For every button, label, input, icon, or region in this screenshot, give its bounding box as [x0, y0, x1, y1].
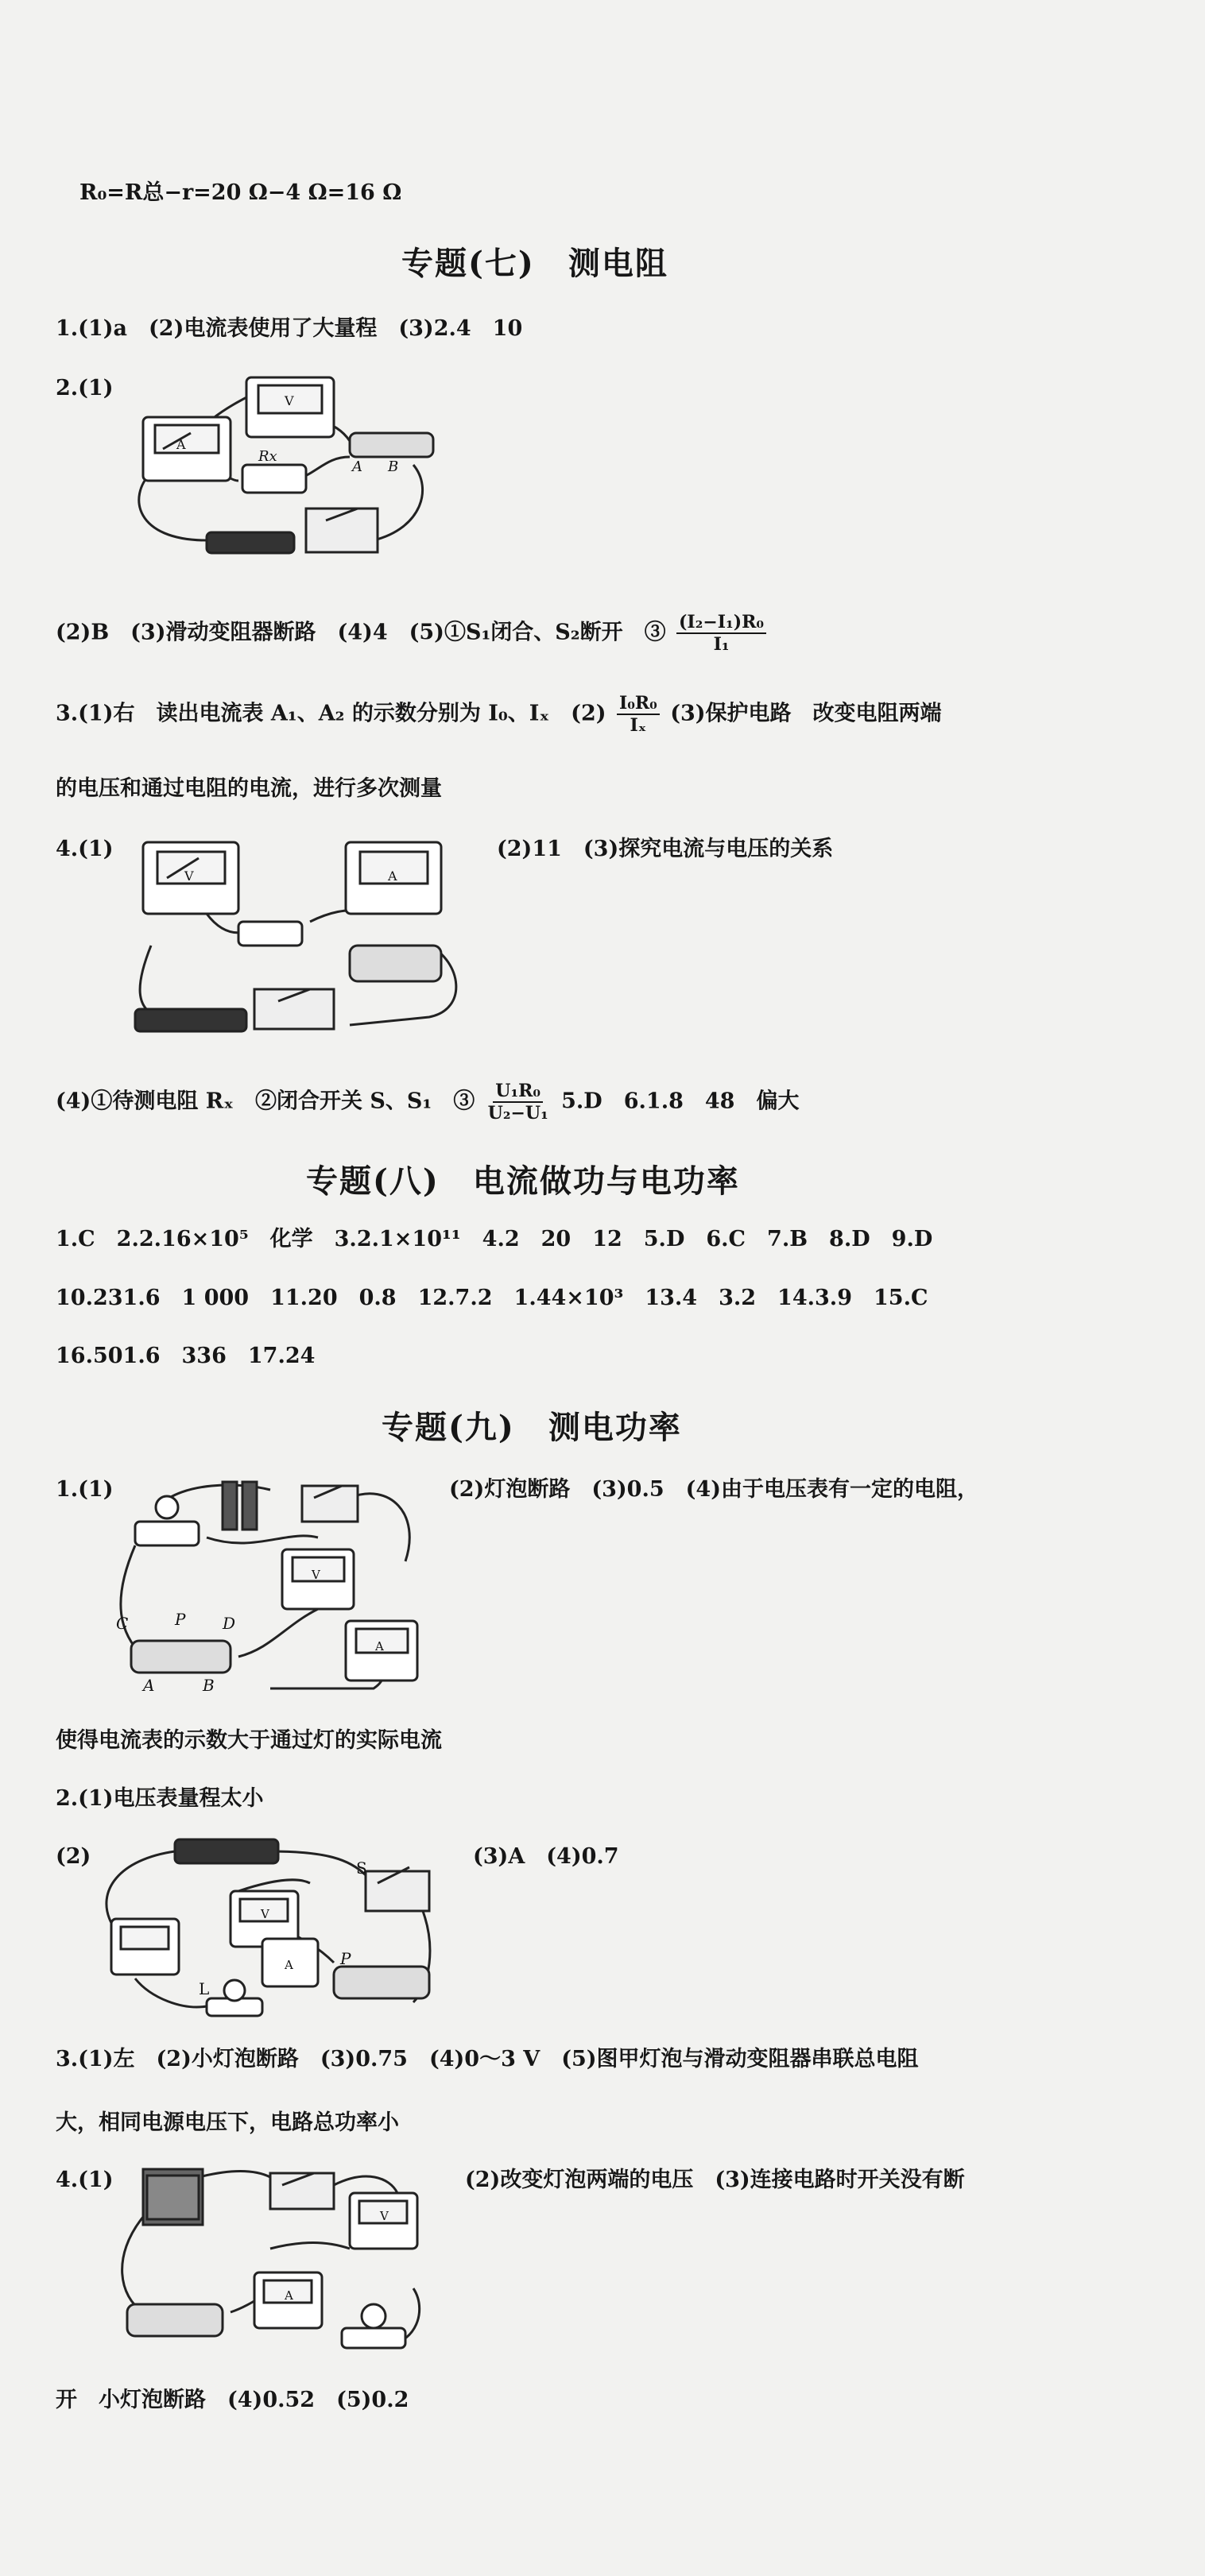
- s7-q2-text: (2)B (3)滑动变阻器断路 (4)4 (5)①S₁闭合、S₂断开 ③: [56, 620, 666, 645]
- s7-q4-circuit-figure: [111, 826, 485, 1045]
- s9-q1-point-a: A: [143, 1676, 155, 1695]
- s7-q4-text-a: (4)①待测电阻 Rₓ ②闭合开关 S、S₁ ③: [56, 1089, 475, 1114]
- s8-line2: 10.231.6 1 000 11.20 0.8 12.7.2 1.44×10³ 13.4 3.2 14.3.9 15.C: [56, 1286, 928, 1310]
- s7-q4-answers: [56, 1081, 799, 1124]
- s7-q2-circuit-figure: [111, 369, 445, 568]
- s7-q4-right: (2)11 (3)探究电流与电压的关系: [497, 837, 834, 861]
- s7-q3-frac-den: Iₓ: [630, 715, 647, 736]
- s7-q2-voltmeter-label: V: [285, 393, 294, 408]
- s7-q3-text-b: (3)保护电路 改变电阻两端: [670, 701, 942, 726]
- s9-q1-continued: 使得电流表的示数大于通过灯的实际电流: [56, 1728, 442, 1753]
- s7-q2-frac-den: I₁: [713, 634, 730, 655]
- section-9-title: 专题(九) 测电功率: [382, 1409, 682, 1446]
- s9-q1-point-c: C: [116, 1614, 129, 1633]
- s9-q4-continued: 开 小灯泡断路 (4)0.52 (5)0.2: [56, 2388, 409, 2412]
- s8-line1: 1.C 2.2.16×10⁵ 化学 3.2.1×10¹¹ 4.2 20 12 5.D 6.C 7.B 8.D 9.D: [56, 1227, 933, 1251]
- s7-q4-voltmeter-label: V: [184, 868, 194, 884]
- s7-q4-ammeter-label: A: [388, 868, 397, 884]
- s9-q2-circuit-figure: [87, 1828, 437, 2018]
- section-7-title: 专题(七) 测电阻: [401, 245, 668, 282]
- s9-q1-circuit-figure: [111, 1466, 445, 1696]
- s9-q1-voltmeter-label: V: [312, 1568, 320, 1582]
- s7-q1: 1.(1)a (2)电流表使用了大量程 (3)2.4 10: [56, 316, 523, 341]
- s7-q2-label: 2.(1): [56, 376, 114, 400]
- s9-q3-line2: 大，相同电源电压下，电路总功率小: [56, 2110, 399, 2135]
- s7-q2-point-a: A: [352, 458, 362, 475]
- s7-q3-fraction: [617, 693, 660, 736]
- s9-q2-line1: 2.(1)电压表量程太小: [56, 1786, 264, 1811]
- s9-q4-ammeter-label: A: [285, 2288, 293, 2303]
- s7-q4-fraction: [486, 1081, 551, 1124]
- s9-q2-right: (3)A (4)0.7: [473, 1844, 619, 1869]
- s7-q4-text-b: 5.D 6.1.8 48 偏大: [561, 1089, 800, 1114]
- s9-q2-voltmeter-label: V: [261, 1907, 269, 1921]
- top-formula: R₀=R总−r=20 Ω−4 Ω=16 Ω: [79, 180, 402, 205]
- s7-q2-answers: [56, 612, 769, 655]
- s7-q2-fraction: [676, 612, 766, 655]
- s9-q4-right: (2)改变灯泡两端的电压 (3)连接电路时开关没有断: [465, 2168, 965, 2192]
- s9-q3-line1: 3.(1)左 (2)小灯泡断路 (3)0.75 (4)0～3 V (5)图甲灯泡与滑动变阻器串联总电阻: [56, 2047, 919, 2071]
- s7-q2-rx-label: Rx: [258, 448, 277, 465]
- s7-q4-frac-num: U₁R₀: [493, 1081, 543, 1103]
- s9-q1-point-p: P: [175, 1610, 186, 1629]
- s7-q2-point-b: B: [388, 458, 399, 475]
- s9-q2-switch-label: S: [356, 1859, 367, 1878]
- s9-q1-ammeter-label: A: [375, 1639, 384, 1654]
- s9-q4-label: 4.(1): [56, 2168, 114, 2192]
- s9-q1-label: 1.(1): [56, 1477, 114, 1502]
- s9-q2-lamp-label: L: [199, 1979, 210, 1998]
- s7-q3-text-a: 3.(1)右 读出电流表 A₁、A₂ 的示数分别为 I₀、Iₓ (2): [56, 701, 606, 726]
- s9-q2-slider-label: P: [340, 1949, 351, 1968]
- s9-q2-label: (2): [56, 1844, 91, 1869]
- s7-q4-label: 4.(1): [56, 837, 114, 861]
- s7-q3-line1: [56, 693, 942, 736]
- s7-q2-ammeter-label: A: [176, 437, 186, 452]
- s9-q2-ammeter-label: A: [285, 1958, 293, 1972]
- s9-q1-right: (2)灯泡断路 (3)0.5 (4)由于电压表有一定的电阻，: [449, 1477, 978, 1502]
- s7-q3-line2: 的电压和通过电阻的电流，进行多次测量: [56, 776, 442, 801]
- s9-q1-point-b: B: [203, 1676, 215, 1695]
- s9-q1-point-d: D: [223, 1614, 236, 1633]
- s8-line3: 16.501.6 336 17.24: [56, 1344, 316, 1368]
- s9-q4-circuit-figure: [111, 2153, 445, 2360]
- s9-q4-voltmeter-label: V: [380, 2209, 389, 2223]
- s7-q2-frac-num: (I₂−I₁)R₀: [676, 612, 766, 634]
- s7-q3-frac-num: I₀R₀: [617, 693, 660, 715]
- section-8-title: 专题(八) 电流做功与电功率: [306, 1162, 740, 1200]
- s7-q4-frac-den: U₂−U₁: [487, 1103, 548, 1124]
